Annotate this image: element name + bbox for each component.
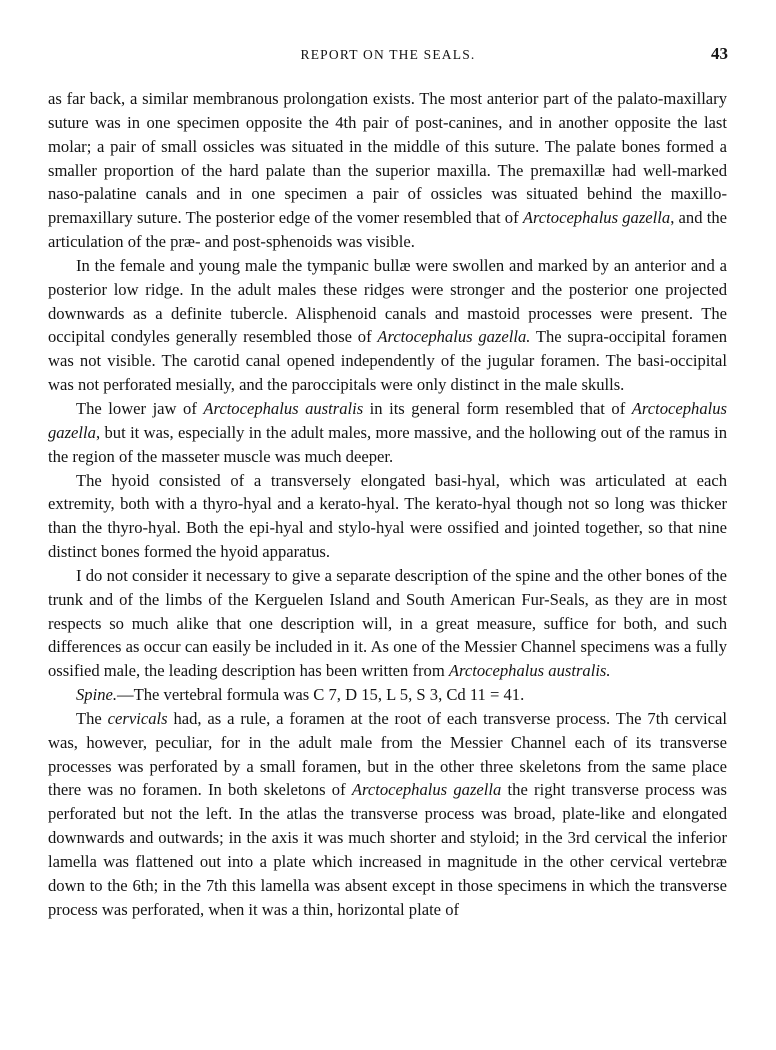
italic-text: Arctocephalus australis. <box>448 661 611 681</box>
italic-text: cervicals <box>107 708 168 728</box>
text-run: , but it was, especially in the adult males, more massive, and the hollowing out of the ramus in the region of the masseter muscle was much deeper. <box>48 422 727 466</box>
text-run: the right transverse process was perforated but not the left. In the atlas the transverse process was broad, plate-like and elongated downwards and outwards; in the axis it was much shorter and styloid; in the 3rd cervical the inferior lamella was flattened out into a plate which increased in magnitude in the other cervical vertebræ down to the 6th; in the 7th this lamella was absent except in those specimens in which the transverse process was perforated, when it was a thin, horizontal plate of <box>48 780 727 919</box>
page-number: 43 <box>711 44 728 63</box>
italic-text: Arctocephalus gazella <box>351 780 502 800</box>
running-title: REPORT ON THE SEALS. <box>300 47 476 62</box>
text-run: in its general form resembled that of <box>363 398 632 418</box>
italic-text: Arctocephalus gazella <box>522 208 671 228</box>
paragraph <box>48 707 727 922</box>
paragraph <box>48 254 727 397</box>
paragraph <box>48 87 727 254</box>
page-header <box>48 44 728 68</box>
italic-text: Arctocephalus gazella <box>48 398 727 442</box>
paragraph <box>48 397 727 469</box>
text-run: —The vertebral formula was C 7, D 15, L 5, S 3, Cd 11 = 41. <box>117 685 525 705</box>
italic-text: Spine. <box>76 685 118 705</box>
text-run: I do not consider it necessary to give a separate description of the spine and the other bones of the trunk and of the limbs of the Kerguelen Island and South American Fur-Seals, as they are in most respects so much alike that one description will, in a great measure, suffice for both, and such differences as occur can easily be included in it. As one of the Messier Channel specimens was a fully ossified male, the leading description has been written from <box>48 565 727 681</box>
text-run: In the female and young male the tympanic bullæ were swollen and marked by an anterior and a posterior low ridge. In the adult males these ridges were stronger and the posterior one projected downwards as a definite tubercle. Alisphenoid canals and mastoid processes were present. The occipital condyles generally resembled those of <box>48 255 727 347</box>
text-run: The lower jaw of <box>76 398 204 418</box>
text-run: The <box>76 708 108 728</box>
paragraph <box>48 564 727 683</box>
italic-text: Arctocephalus gazella. <box>377 327 531 347</box>
paragraph <box>48 683 727 707</box>
text-run: The supra-occipital foramen was not visible. The carotid canal opened independently of the jugular foramen. The basi-occipital was not perforated mesially, and the paroccipitals were only distinct in the male skulls. <box>48 327 728 395</box>
paragraph <box>48 469 727 564</box>
italic-text: Arctocephalus australis <box>203 398 364 418</box>
text-run: as far back, a similar membranous prolongation exists. The most anterior part of the palato-maxillary suture was in one specimen opposite the 4th pair of post-canines, and in another opposite the last molar; a pair of small ossicles was situated in the middle of this suture. The palate bones formed a smaller proportion of the hard palate than the superior maxilla. The premaxillæ had well-marked naso-palatine canals and in one specimen a pair of ossicles was situated behind the maxillo-premaxillary suture. The posterior edge of the vomer resembled that of <box>48 89 727 228</box>
body-text <box>48 87 727 922</box>
text-run: The hyoid consisted of a transversely elongated basi-hyal, which was articulated at each extremity, both with a thyro-hyal and a kerato-hyal. The kerato-hyal though not so long was thicker than the thyro-hyal. Both the epi-hyal and stylo-hyal were ossified and jointed together, so that nine distinct bones formed the hyoid apparatus. <box>48 470 727 562</box>
text-run: , and the articulation of the præ- and post-sphenoids was visible. <box>48 208 727 252</box>
text-run: had, as a rule, a foramen at the root of each transverse process. The 7th cervical was, however, peculiar, for in the adult male from the Messier Channel each of its transverse processes was perforated by a small foramen, but in the other three skeletons from the same place there was no foramen. In both skeletons of <box>48 708 727 800</box>
